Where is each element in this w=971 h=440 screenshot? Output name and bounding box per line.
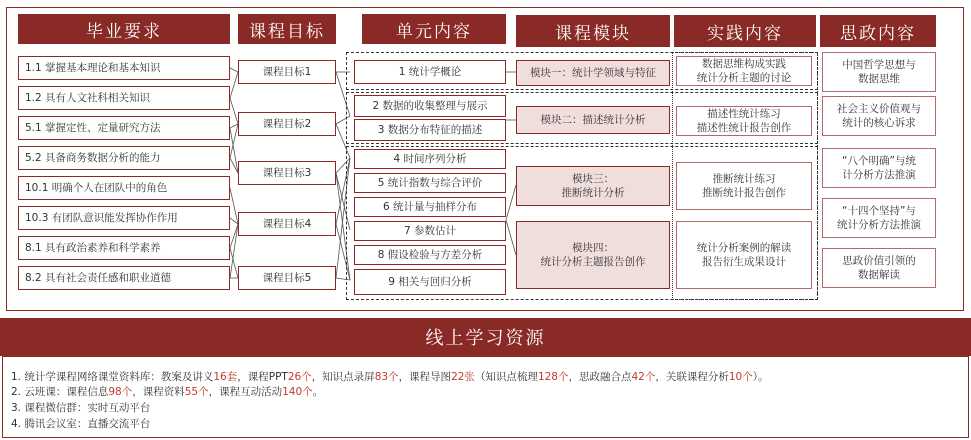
resource-text: ，知识点录屏	[311, 371, 375, 383]
objective-4: 课程目标4	[238, 212, 336, 236]
graduation-item: 10.1 明确个人在团队中的角色	[18, 176, 230, 200]
online-resources-title: 线上学习资源	[425, 328, 546, 349]
practice-item: 数据思维构成实践 统计分析主题的讨论	[676, 56, 812, 86]
resource-count: 140个	[282, 386, 313, 398]
resource-text: ，思政融合点	[568, 371, 632, 383]
unit-item: 3 数据分布特征的描述	[354, 119, 506, 141]
module-4: 模块四： 统计分析主题报告创作	[516, 221, 670, 289]
module-2: 模块二：描述统计分析	[516, 106, 670, 134]
ideology-item: 思政价值引领的 数据解读	[822, 248, 936, 288]
unit-item: 2 数据的收集整理与展示	[354, 95, 506, 117]
header-objectives: 课程目标	[238, 14, 336, 44]
header-ideology: 思政内容	[820, 15, 936, 47]
practice-item: 统计分析案例的解读 报告衍生成果设计	[676, 221, 812, 289]
resource-text: ）。	[752, 371, 769, 383]
resource-text: ，关联课程分析	[655, 371, 729, 383]
resource-text: 。	[312, 386, 324, 398]
objective-3: 课程目标3	[238, 161, 336, 185]
objective-2: 课程目标2	[238, 112, 336, 136]
header-graduation: 毕业要求	[18, 14, 230, 44]
unit-item: 9 相关与回归分析	[354, 269, 506, 295]
resource-count: 55个	[184, 386, 209, 398]
practice-item: 描述性统计练习 描述性统计报告创作	[676, 106, 812, 136]
practice-item: 推断统计练习 推断统计报告创作	[676, 162, 812, 210]
unit-item: 7 参数估计	[354, 221, 506, 241]
objective-5: 课程目标5	[238, 266, 336, 290]
resource-count: 10个	[728, 371, 753, 383]
resource-count: 42个	[631, 371, 656, 383]
graduation-item: 1.2 具有人文社科相关知识	[18, 86, 230, 110]
resource-count: 26个	[287, 371, 312, 383]
unit-item: 6 统计量与抽样分布	[354, 197, 506, 217]
resource-text: ，课程互动活动	[208, 386, 283, 398]
resource-count: 98个	[108, 386, 133, 398]
resource-text: ，课程资料	[132, 386, 185, 398]
header-practice: 实践内容	[674, 15, 816, 47]
ideology-item: 社会主义价值观与 统计的核心诉求	[822, 96, 936, 136]
header-units: 单元内容	[362, 14, 506, 44]
resource-text: 1. 统计学课程网络课堂资料库：教案及讲义	[11, 371, 214, 383]
unit-item: 8 假设检验与方差分析	[354, 245, 506, 265]
resource-count: 22张	[451, 371, 475, 383]
resource-count: 16套	[213, 371, 238, 383]
objective-1: 课程目标1	[238, 60, 336, 84]
resource-text: ，课程PPT	[237, 371, 288, 383]
resource-line-2	[11, 384, 323, 399]
resource-text: 2. 云班课：课程信息	[11, 386, 109, 398]
resource-count: 128个	[537, 371, 569, 383]
graduation-item: 5.2 具备商务数据分析的能力	[18, 146, 230, 170]
resource-count: 83个	[374, 371, 399, 383]
resource-line-4: 4. 腾讯会议室：直播交流平台	[11, 418, 151, 430]
online-resources-panel	[2, 356, 969, 438]
graduation-item: 5.1 掌握定性、定量研究方法	[18, 116, 230, 140]
graduation-item: 10.3 有团队意识能发挥协作作用	[18, 206, 230, 230]
resource-line-3: 3. 课程微信群：实时互动平台	[11, 402, 151, 414]
module-1: 模块一：统计学领域与特征	[516, 60, 670, 86]
unit-item: 1 统计学概论	[354, 60, 506, 84]
graduation-item: 8.2 具有社会责任感和职业道德	[18, 266, 230, 290]
ideology-item: 中国哲学思想与 数据思维	[822, 52, 936, 92]
resource-text: （知识点梳理	[474, 371, 538, 383]
ideology-item: “十四个坚持”与 统计分析方法推演	[822, 198, 936, 238]
graduation-item: 1.1 掌握基本理论和基本知识	[18, 56, 230, 80]
module-3: 模块三： 推断统计分析	[516, 166, 670, 206]
unit-item: 5 统计指数与综合评价	[354, 173, 506, 193]
resource-text: ，课程导图	[398, 371, 452, 383]
resource-line-1	[11, 369, 768, 384]
ideology-item: “八个明确”与统 计分析方法推演	[822, 148, 936, 188]
header-modules: 课程模块	[516, 15, 670, 47]
graduation-item: 8.1 具有政治素养和科学素养	[18, 236, 230, 260]
unit-item: 4 时间序列分析	[354, 149, 506, 169]
